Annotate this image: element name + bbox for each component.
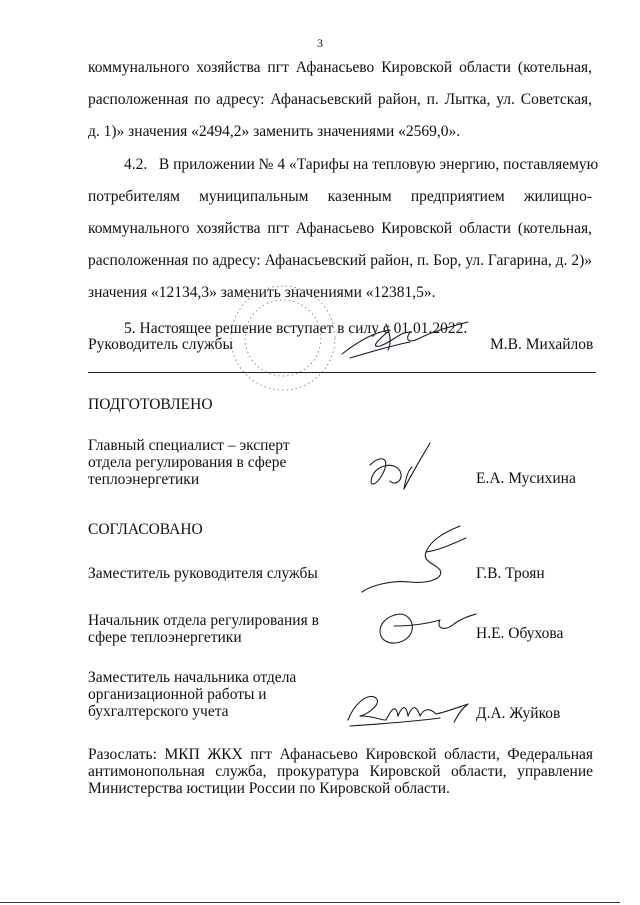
body-line: значения «12134,3» заменить значениями «12381,5». xyxy=(88,284,436,301)
agreed-signature-2 xyxy=(370,600,480,650)
prepared-position: Главный специалист – эксперт отдела регулирования в сфере теплоэнергетики xyxy=(88,437,290,488)
body-line: расположенная по адресу: Афанасьевский район, п. Лытка, ул. Советская, xyxy=(88,91,592,108)
body-line: потребителям муниципальным казенным предприятием жилищно- xyxy=(88,188,592,205)
head-signature xyxy=(330,310,480,365)
separator-rule xyxy=(88,372,596,373)
agreed-name: Д.А. Жуйков xyxy=(476,705,561,722)
body-line: 4.2. В приложении № 4 «Тарифы на тепловую энергию, поставляемую xyxy=(124,156,599,173)
body-line: д. 1)» значения «2494,2» заменить значениями «2569,0». xyxy=(88,123,461,140)
page-number: 3 xyxy=(317,36,323,50)
prepared-name: Е.А. Мусихина xyxy=(476,470,576,487)
agreed-heading: СОГЛАСОВАНО xyxy=(88,521,203,538)
agreed-position: Начальник отдела регулирования в сфере теплоэнергетики xyxy=(88,612,319,646)
agreed-name: Г.В. Троян xyxy=(476,565,545,582)
body-line: коммунального хозяйства пгт Афанасьево Кировской области (котельная, xyxy=(88,59,592,76)
agreed-signature-1 xyxy=(340,520,490,600)
distribution-list: Разослать: МКП ЖКХ пгт Афанасьево Кировской области, Федеральная антимонопольная служба, прокуратура Кировской области, управление Министерства юстиции России по Кировской области. xyxy=(88,746,593,797)
agreed-position: Заместитель руководителя службы xyxy=(88,565,318,582)
head-name: М.В. Михайлов xyxy=(490,336,594,353)
agreed-signature-3 xyxy=(340,686,475,731)
effective-date-clause: 5. Настоящее решение вступает в силу с 01.01.2022. xyxy=(124,320,468,337)
prepared-heading: ПОДГОТОВЛЕНО xyxy=(88,396,213,413)
agreed-position: Заместитель начальника отдела организационной работы и бухгалтерского учета xyxy=(88,669,297,720)
body-line: расположенная по адресу: Афанасьевский район, п. Бор, ул. Гагарина, д. 2)» xyxy=(88,252,592,269)
head-title: Руководитель службы xyxy=(88,336,233,353)
bottom-rule xyxy=(0,902,620,903)
body-line: коммунального хозяйства пгт Афанасьево Кировской области (котельная, xyxy=(88,220,592,237)
prepared-signature xyxy=(360,437,450,497)
agreed-name: Н.Е. Обухова xyxy=(476,625,564,642)
